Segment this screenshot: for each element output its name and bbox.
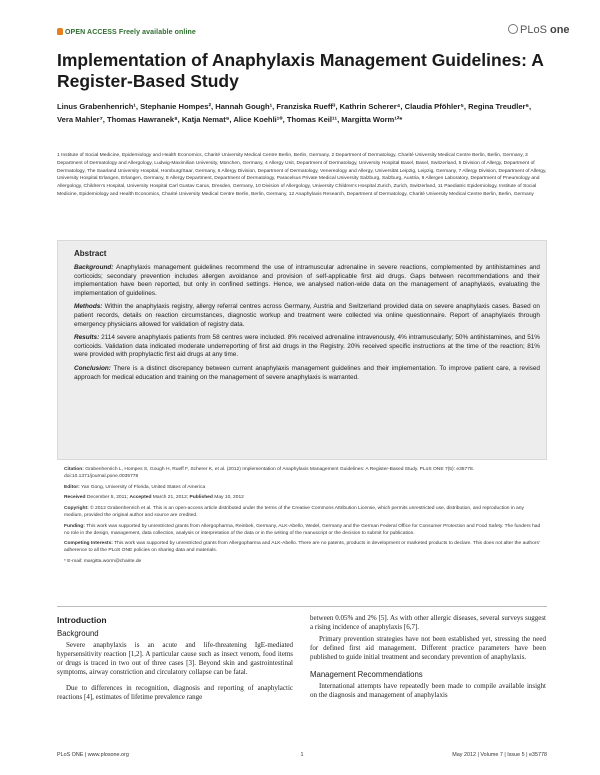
competing-label: Competing Interests: (64, 541, 113, 547)
body-column-left (57, 614, 293, 702)
citation (64, 466, 542, 480)
abstract-methods (74, 303, 540, 329)
abstract-results-label: Results: (74, 334, 100, 342)
copyright-label: Copyright: (64, 505, 89, 511)
abstract-conclusion-label: Conclusion: (74, 364, 111, 372)
journal-logo-plos: PLoS (520, 24, 547, 36)
abstract-methods-label: Methods: (74, 303, 103, 311)
published-label: Published (189, 495, 213, 501)
abstract-results-text: 2114 severe anaphylaxis patients from 58 centres were included. 8% received adrenaline intravenously, 4% intramuscularly; 50% antihistamines, and 51% corticoids. Validation data indicated moderate underreporting of first aid drugs in the Registry. 20% received specific instructions at the time of the reaction; 81% were provided with prophylactic first aid drugs at any time. (74, 334, 540, 359)
journal-logo (508, 24, 570, 36)
accepted-label: Accepted (129, 495, 152, 501)
published-date: May 10, 2012 (212, 495, 244, 501)
received-label: Received (64, 495, 86, 501)
editor (64, 484, 542, 491)
section-divider (57, 606, 547, 607)
article-title: Implementation of Anaphylaxis Management Guidelines: A Register-Based Study (57, 50, 544, 91)
abstract-background-label: Background: (74, 264, 114, 271)
open-access-lock-icon (57, 28, 63, 35)
plos-logo-icon (508, 24, 518, 34)
affiliations: 1 Institute of Social Medicine, Epidemiology and Health Economics, Charité University Medical Centre Berlin, Berlin, Germany, 2 Department of Dermatology, Charité University Medical Centre Berlin, Berlin, Germany, 3 Department of Dermatology and Allergology, Ludwig-Maximilian University, München, Germany, 4 Allergy Unit, Department of Dermatology, University Hospital Basel, Basel, Switzerland, 5 Division of Allergy, Department of Dermatology, The Saarland University Hospital, Homburg/Saar, Germany, 6 Allergy Division, Department of Dermatology, Venereology and Allergy, Universität Leipzig, Leipzig, Germany, 7 Allergy Division, Department of Allergy, University Hospital Erlangen, Erlangen, Germany, 8 Allergy Department, Department of Dermatology, Paracelsus Private Medical University Salzburg, Salzburg, Austria, 9 Allergen Laboratory, Department of Pneumology and Allergology, Children's Hospital, University Hospital Carl Gustav Carus, Dresden, Germany, 10 Division of Allergology, University Children's Hospital Zurich, Zurich, Switzerland, 11 Paediatric Epidemiology, Institute of Social Medicine, Epidemiology and Health Economics, Charité University Medical Centre Berlin, Berlin, Germany, 12 Anaphylaxis Research, Department of Dermatology, Charité University Medical Centre Berlin, Berlin, Germany (57, 153, 547, 197)
open-access-text: ACCESS Freely available online (87, 29, 196, 36)
dates (64, 494, 542, 501)
abstract-background-text: Anaphylaxis management guidelines recommend the use of intramuscular adrenaline in severe reactions, complemented by antihistamines and corticoids; secondary prevention includes allergen avoidance and provision of self-applicable first aid drugs. Gaps between recommendations and their implementation have been reported, but only in confined settings. Hence, we analysed nation-wide data on the management of anaphylaxis, evaluating the implementation of guidelines. (74, 264, 540, 297)
funding-text: This work was supported by unrestricted grants from Allergopharma, Reinbek, Germany, ALK-Abello, Wedel, Germany and the German Federal Office for Consumer Protection and Food Safety. The funders had no role in the design, management, data collection, analysis or interpretation of the data or in the writing of the manuscript or the decision to submit for publication. (64, 523, 541, 536)
page-number: 1 (300, 752, 304, 758)
copyright (64, 505, 542, 519)
received-date: December 5, 2011; (85, 495, 130, 501)
intro-paragraph-4: Primary prevention strategies have not been established yet, stressing the need for defined first aid management. Different practice parameters have been published to guide initial treatment and secondary prevention of anaphylaxis. (310, 634, 546, 662)
introduction-heading: Introduction (57, 615, 107, 625)
author-list: Linus Grabenhenrich¹, Stephanie Hompes², Hannah Gough¹, Franziska Rueff³, Kathrin Scherer⁴, Claudia Pföhler⁵, Regina Treudler⁶, Vera Mahler⁷, Thomas Hawranek⁸, Katja Nemat⁹, Alice Koehli¹⁰, Thomas Keil¹¹, Margitta Worm¹²* (57, 102, 532, 124)
journal-logo-one: one (549, 24, 570, 36)
corresponding-email[interactable]: * E-mail: margitta.worm@charite.de (64, 558, 142, 564)
intro-paragraph-1: Severe anaphylaxis is an acute and life-threatening IgE-mediated hypersensitivity reaction [1,2]. A particular cause such as insect venom, food items or drugs is traced in two out of three cases [3]. Beyond skin and gastrointestinal symptoms, airway constriction and circulatory collapse can be fatal. (57, 640, 293, 677)
abstract-conclusion-text: There is a distinct discrepancy between current anaphylaxis management guidelines and their implementation. To improve patient care, a revised approach for medical education and training on the management of severe anaphylaxis is warranted. (74, 364, 540, 381)
abstract-methods-text: Within the anaphylaxis registry, allergy referral centres across Germany, Austria and Switzerland provided data on severe anaphylaxis cases. Based on patient records, details on reaction circumstances, diagnostic workup and treatment were collected via online questionnaire. Report of anaphylaxis through emergency physicians allowed for validation of registry data. (74, 303, 540, 328)
editor-text: Yan Gong, University of Florida, United States of America (79, 484, 206, 490)
abstract-box (57, 240, 547, 460)
editor-label: Editor: (64, 484, 80, 490)
competing-text: This work was supported by unrestricted grants from Allergopharma and ALK-Abello. There are no patents, products in development or marketed products to declare. This does not alter the authors' adherence to all the PLoS ONE policies on sharing data and materials. (64, 541, 540, 554)
background-heading: Background (57, 629, 99, 639)
funding (64, 523, 542, 537)
footer-journal-site[interactable]: PLoS ONE | www.plosone.org (57, 752, 129, 758)
footer-issue-info: May 2012 | Volume 7 | Issue 5 | e35778 (452, 752, 547, 758)
management-paragraph-1: International attempts have repeatedly been made to compile available insight on the diagnosis and management of anaphylaxis (310, 681, 546, 700)
abstract-conclusion (74, 365, 540, 382)
intro-paragraph-3: between 0.05% and 2% [5]. As with other allergic diseases, several surveys suggest a rising incidence of anaphylaxis [6,7]. (310, 614, 546, 632)
competing-interests (64, 540, 542, 554)
intro-paragraph-2: Due to differences in recognition, diagnosis and reporting of anaphylactic reactions [4], estimates of lifetime prevalence range (57, 683, 293, 702)
citation-label: Citation: (64, 467, 84, 472)
body-column-right (310, 614, 546, 700)
citation-text: Grabenhenrich L, Hompes S, Gough H, Rueff F, Scherer K, et al. (2012) Implementation of Anaphylaxis Management Guidelines: A Register-Based Study. PLoS ONE 7(5): e35778. doi:10.1371/journal.pone.0035778 (64, 467, 475, 480)
management-heading: Management Recommendations (310, 670, 423, 680)
abstract-results (74, 334, 540, 360)
copyright-text: © 2012 Grabenhenrich et al. This is an open-access article distributed under the terms of the Creative Commons Attribution License, which permits unrestricted use, distribution, and reproduction in any medium, provided the original author and source are credited. (64, 505, 524, 518)
funding-label: Funding: (64, 523, 85, 529)
abstract-heading: Abstract (74, 249, 107, 258)
open-access-banner (57, 28, 196, 36)
open-access-prefix: OPEN (65, 29, 86, 36)
article-metadata (64, 466, 542, 569)
abstract-background (74, 264, 540, 298)
accepted-date: March 21, 2012; (151, 495, 190, 501)
